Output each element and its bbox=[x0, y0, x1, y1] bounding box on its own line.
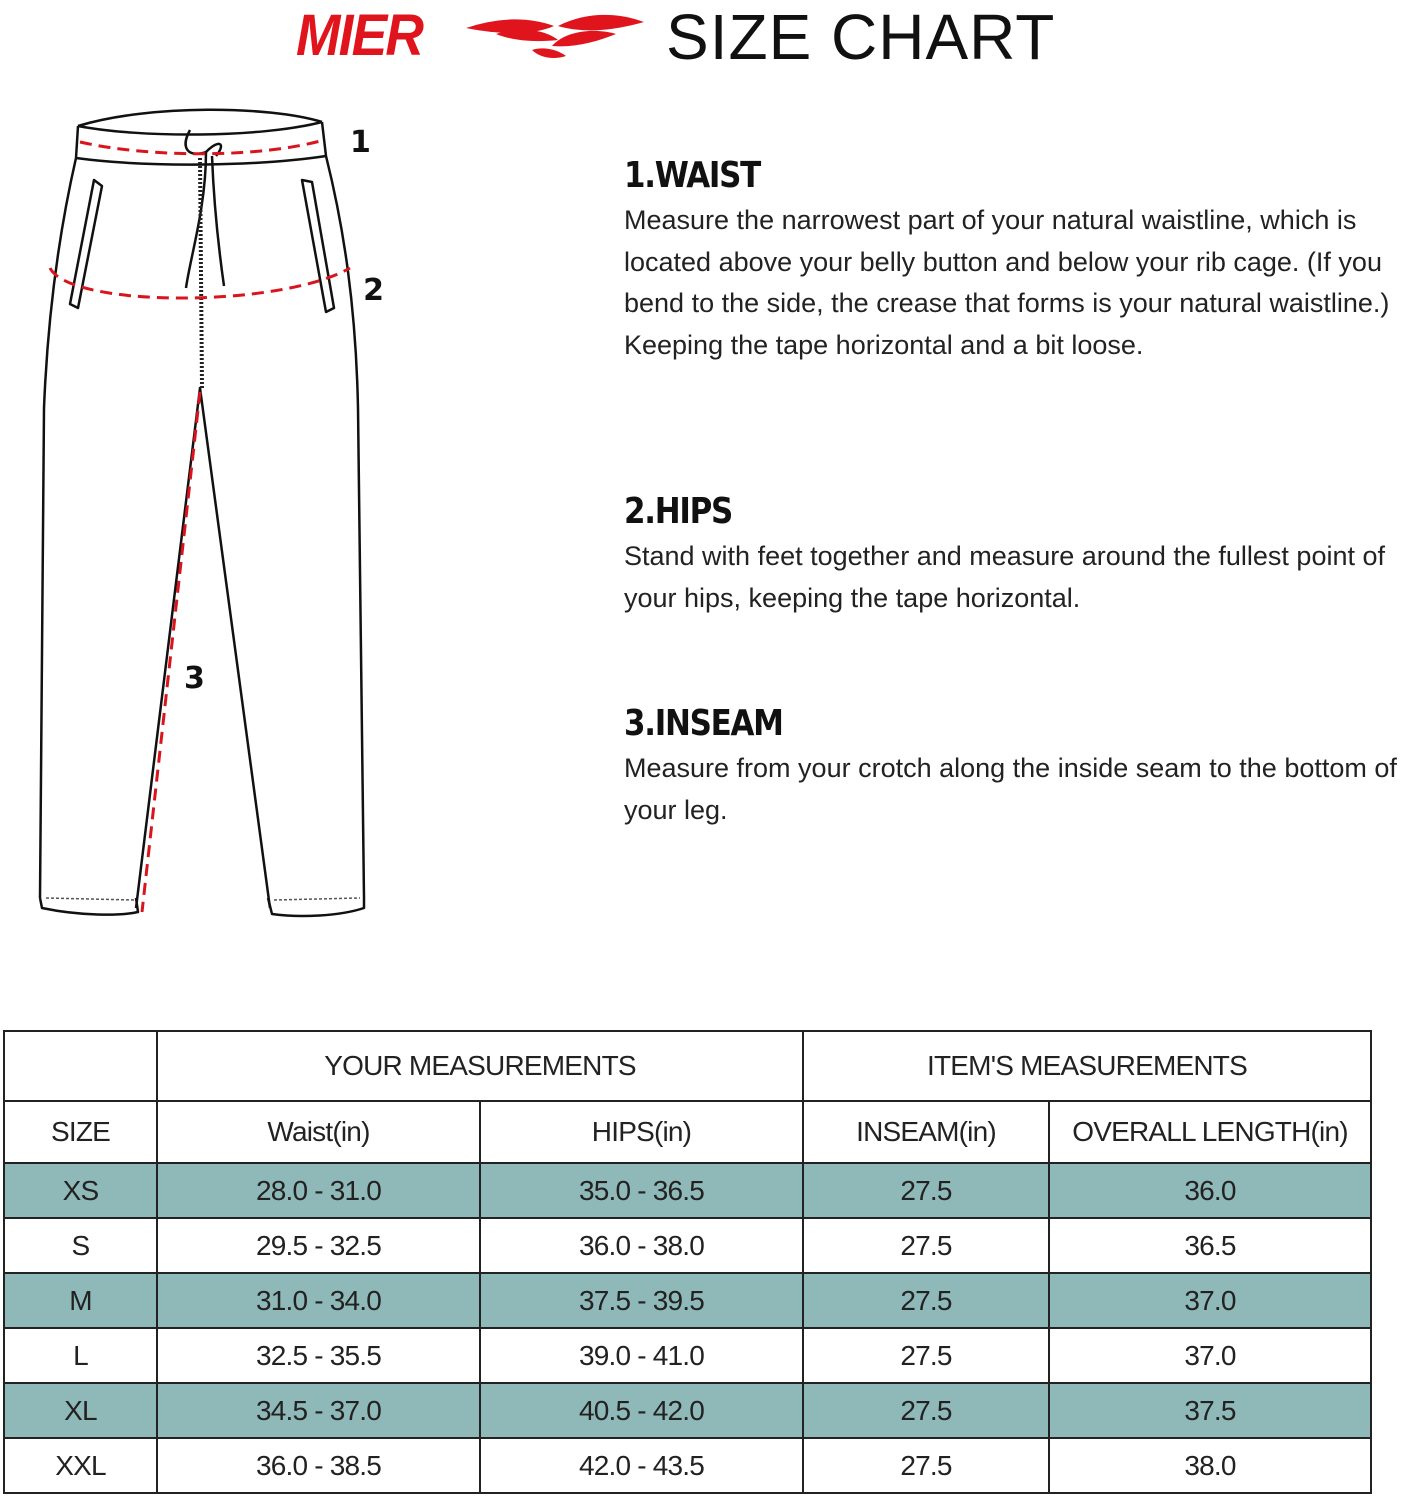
table-cell: 40.5 - 42.0 bbox=[480, 1383, 803, 1438]
table-cell: 37.0 bbox=[1049, 1328, 1371, 1383]
table-cell: L bbox=[4, 1328, 157, 1383]
table-cell: 36.0 bbox=[1049, 1163, 1371, 1218]
table-cell: 27.5 bbox=[803, 1273, 1049, 1328]
wings-logo-icon bbox=[466, 6, 646, 66]
table-cell: 27.5 bbox=[803, 1438, 1049, 1493]
table-row bbox=[4, 1438, 1371, 1493]
table-group-header bbox=[4, 1031, 1371, 1101]
table-cell: XL bbox=[4, 1383, 157, 1438]
section-text: Measure from your crotch along the inside seam to the bottom of your leg. bbox=[624, 753, 1397, 825]
page-title: SIZE CHART bbox=[666, 1, 1056, 73]
table-cell: 42.0 - 43.5 bbox=[480, 1438, 803, 1493]
marker-2: 2 bbox=[363, 273, 384, 308]
table-row bbox=[4, 1383, 1371, 1438]
table-row bbox=[4, 1273, 1371, 1328]
table-cell: 37.5 - 39.5 bbox=[480, 1273, 803, 1328]
section-text: Measure the narrowest part of your natural waistline, which is located above your belly button and below your rib cage. (If you bend to the side, the crease that forms is your natural waistline.) Keeping the tape horizontal and a bit loose. bbox=[624, 205, 1390, 360]
section-heading: 1.WAIST bbox=[624, 155, 760, 196]
pants-diagram bbox=[30, 108, 390, 928]
table-cell: XS bbox=[4, 1163, 157, 1218]
group-header-item: ITEM'S MEASUREMENTS bbox=[803, 1031, 1371, 1101]
header bbox=[0, 0, 1404, 80]
table-cell: 31.0 - 34.0 bbox=[157, 1273, 480, 1328]
group-header-your: YOUR MEASUREMENTS bbox=[157, 1031, 803, 1101]
column-header: Waist(in) bbox=[157, 1101, 480, 1163]
group-header-empty bbox=[4, 1031, 157, 1101]
column-header: HIPS(in) bbox=[480, 1101, 803, 1163]
section-waist bbox=[624, 156, 1404, 366]
table-cell: 36.0 - 38.0 bbox=[480, 1218, 803, 1273]
table-cell: 29.5 - 32.5 bbox=[157, 1218, 480, 1273]
table-cell: 27.5 bbox=[803, 1218, 1049, 1273]
table-row bbox=[4, 1328, 1371, 1383]
section-heading: 2.HIPS bbox=[624, 491, 732, 532]
table-row bbox=[4, 1218, 1371, 1273]
table-cell: 35.0 - 36.5 bbox=[480, 1163, 803, 1218]
table-cell: S bbox=[4, 1218, 157, 1273]
table-cell: 37.0 bbox=[1049, 1273, 1371, 1328]
column-header: OVERALL LENGTH(in) bbox=[1049, 1101, 1371, 1163]
table-cell: 27.5 bbox=[803, 1163, 1049, 1218]
table-cell: 39.0 - 41.0 bbox=[480, 1328, 803, 1383]
table-cell: 36.0 - 38.5 bbox=[157, 1438, 480, 1493]
table-cell: 28.0 - 31.0 bbox=[157, 1163, 480, 1218]
table-cell: M bbox=[4, 1273, 157, 1328]
table-cell: 37.5 bbox=[1049, 1383, 1371, 1438]
brand-logo-text: MIER bbox=[296, 3, 423, 68]
table-cell: 27.5 bbox=[803, 1328, 1049, 1383]
size-table bbox=[3, 1030, 1372, 1494]
column-header: SIZE bbox=[4, 1101, 157, 1163]
table-column-header bbox=[4, 1101, 1371, 1163]
section-text: Stand with feet together and measure around the fullest point of your hips, keeping the tape horizontal. bbox=[624, 541, 1385, 613]
table-cell: 38.0 bbox=[1049, 1438, 1371, 1493]
section-hips bbox=[624, 492, 1404, 619]
table-cell: XXL bbox=[4, 1438, 157, 1493]
marker-1: 1 bbox=[350, 125, 371, 160]
table-cell: 27.5 bbox=[803, 1383, 1049, 1438]
section-inseam bbox=[624, 704, 1404, 831]
section-heading: 3.INSEAM bbox=[624, 703, 783, 744]
table-cell: 32.5 - 35.5 bbox=[157, 1328, 480, 1383]
table-cell: 34.5 - 37.0 bbox=[157, 1383, 480, 1438]
column-header: INSEAM(in) bbox=[803, 1101, 1049, 1163]
marker-3: 3 bbox=[184, 661, 205, 696]
table-row bbox=[4, 1163, 1371, 1218]
table-cell: 36.5 bbox=[1049, 1218, 1371, 1273]
